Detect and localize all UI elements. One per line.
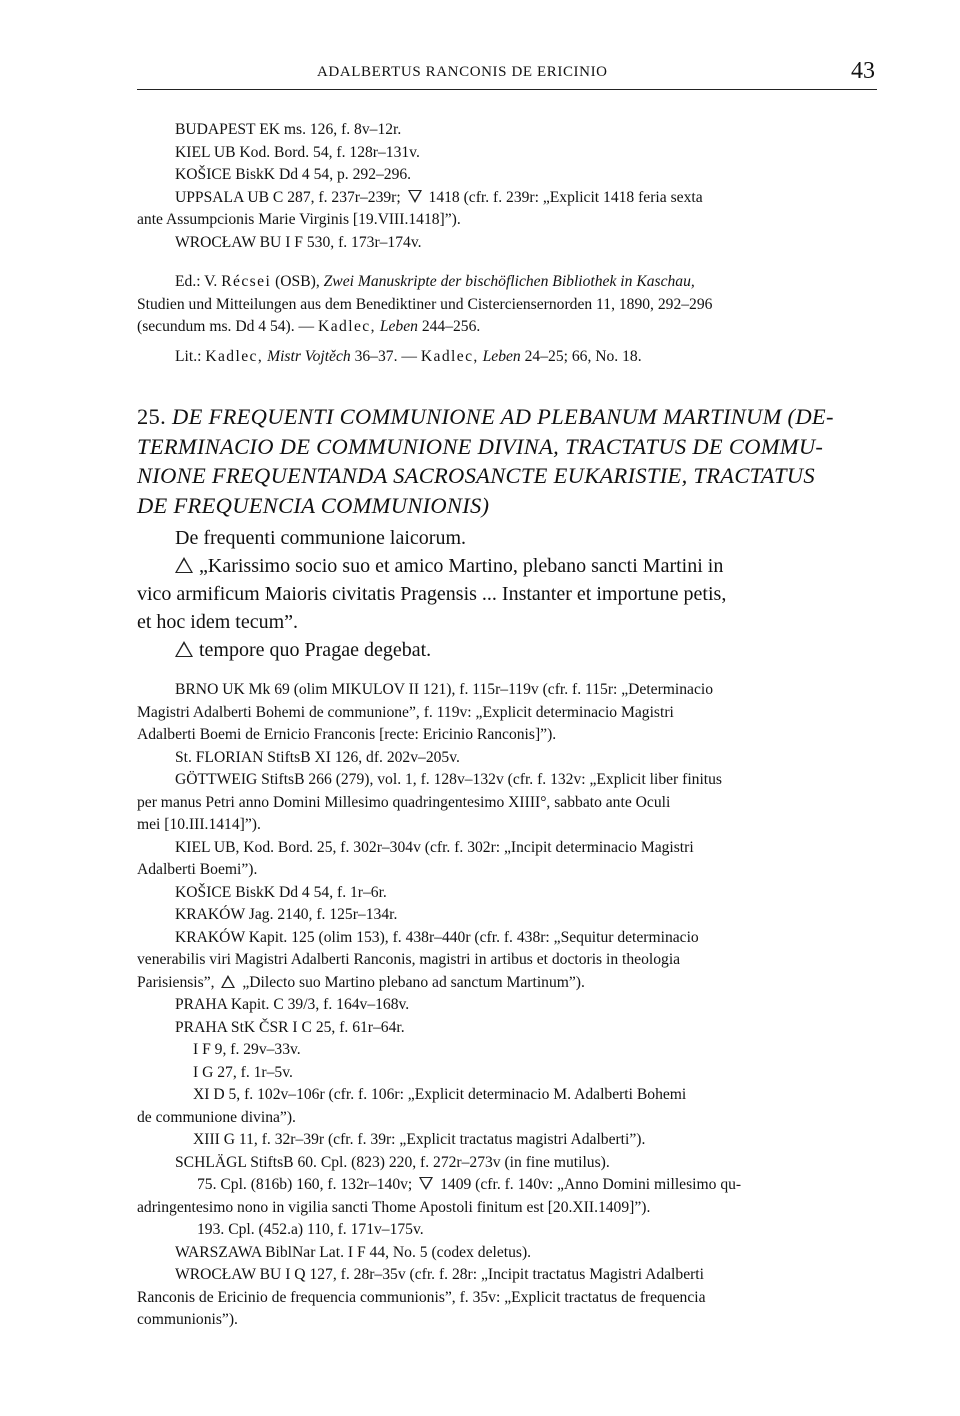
author-name: Récsei <box>221 273 272 290</box>
manuscript-entry-cont: ante Assumpcionis Marie Virginis [19.VIII.1418]”). <box>137 211 461 228</box>
incipit-text: vico armificum Maioris civitatis Pragensis ... Instanter et importune petis, <box>137 583 727 605</box>
manuscript-entry: BUDAPEST EK ms. 126, f. 8v–12r. <box>175 121 402 138</box>
explicit-text: tempore quo Pragae degebat. <box>199 639 432 661</box>
triangle-down-icon <box>419 1177 433 1190</box>
manuscript-entry: BRNO UK Mk 69 (olim MIKULOV II 121), f. 115r–119v (cfr. f. 115r: „Determinacio <box>175 681 714 698</box>
manuscript-entry: per manus Petri anno Domini Millesimo quadringentesimo XIIII°, sabbato ante Oculi <box>137 793 671 811</box>
manuscript-list <box>137 679 877 1332</box>
work-title-line: DE FREQUENCIA COMMUNIONIS) <box>137 492 490 518</box>
manuscript-entry: KOŠICE BiskK Dd 4 54, f. 1r–6r. <box>175 883 387 901</box>
manuscript-entry: XI D 5, f. 102v–106r (cfr. f. 106r: „Explicit determinacio M. Adalberti Bohemi <box>193 1086 687 1103</box>
literature-note: Lit.: Kadlec, Mistr Vojtěch 36–37. — Kadlec, Leben 24–25; 66, No. 18. <box>175 348 642 365</box>
incipit-text: et hoc idem tecum”. <box>137 611 299 633</box>
work-subtitle: De frequenti communione laicorum. <box>175 527 467 549</box>
manuscript-entry: Ranconis de Ericinio de frequencia communionis”, f. 35v: „Explicit tractatus de frequencia <box>137 1288 706 1306</box>
incipit-triangle-icon <box>175 557 193 573</box>
manuscript-entry: WROCŁAW BU I F 530, f. 173r–174v. <box>175 233 422 251</box>
manuscript-entry: PRAHA Kapit. C 39/3, f. 164v–168v. <box>175 996 410 1013</box>
incipit-block <box>137 524 877 664</box>
manuscript-entry: PRAHA StK ČSR I C 25, f. 61r–64r. <box>175 1018 405 1036</box>
manuscript-entry: Adalberti Boemi”). <box>137 861 258 878</box>
author-name: Kadlec, <box>318 318 376 335</box>
manuscript-entry: 75. Cpl. (816b) 160, f. 132r–140v; 1409 (cfr. f. 140v: „Anno Domini millesimo qu- <box>197 1176 742 1193</box>
page-number: 43 <box>851 58 875 84</box>
manuscript-entry: adringentesimo nono in vigilia sancti Thome Apostoli finitum est [20.XII.1409]”). <box>137 1198 651 1216</box>
work-heading <box>137 402 882 520</box>
work-title: Mistr Vojtěch <box>267 348 351 365</box>
manuscript-entry: de communione divina”). <box>137 1108 296 1126</box>
header-rule <box>137 89 877 90</box>
manuscript-entry: 193. Cpl. (452.a) 110, f. 171v–175v. <box>197 1221 424 1238</box>
author-name: Kadlec, <box>205 348 264 365</box>
work-title-line: NIONE FREQUENTANDA SACROSANCTE EUKARISTIE, TRACTATUS <box>137 463 815 488</box>
manuscript-entry: mei [10.III.1414]”). <box>137 816 261 833</box>
incipit-text: „Karissimo socio suo et amico Martino, plebano sancti Martini in <box>199 555 724 577</box>
manuscript-entry: venerabilis viri Magistri Adalberti Ranconis, magistri in artibus et doctoris in theologia <box>137 951 681 968</box>
manuscript-entry: KOŠICE BiskK Dd 4 54, p. 292–296. <box>175 166 412 183</box>
triangle-down-icon <box>408 190 422 203</box>
work-title: Leben <box>482 348 521 365</box>
manuscript-entry: I G 27, f. 1r–5v. <box>193 1063 293 1081</box>
running-header <box>137 58 877 92</box>
manuscript-entry: KIEL UB, Kod. Bord. 25, f. 302r–304v (cfr. f. 302r: „Incipit determinacio Magistri <box>175 838 694 856</box>
manuscript-entry: SCHLÄGL StiftsB 60. Cpl. (823) 220, f. 272r–273v (in fine mutilus). <box>175 1153 610 1171</box>
manuscript-entry: UPPSALA UB C 287, f. 237r–239r; 1418 (cfr. f. 239r: „Explicit 1418 feria sexta <box>175 188 703 206</box>
manuscript-entry: St. FLORIAN StiftsB XI 126, df. 202v–205v. <box>175 748 460 766</box>
manuscript-entry: communionis”). <box>137 1311 238 1328</box>
work-title-line: TERMINACIO DE COMMUNIONE DIVINA, TRACTATUS DE COMMU- <box>137 433 824 459</box>
explicit-triangle-icon <box>175 641 193 657</box>
manuscript-entry: KRAKÓW Jag. 2140, f. 125r–134r. <box>175 906 398 923</box>
manuscript-entry: KIEL UB Kod. Bord. 54, f. 128r–131v. <box>175 143 420 161</box>
author-name: Kadlec, <box>420 348 479 365</box>
manuscript-entry: I F 9, f. 29v–33v. <box>193 1041 301 1058</box>
manuscript-entry: Parisiensis”, „Dilecto suo Martino plebano ad sanctum Martinum”). <box>137 973 585 991</box>
running-title: ADALBERTUS RANCONIS DE ERICINIO <box>317 64 608 80</box>
manuscript-list-top <box>137 119 877 254</box>
work-title: Leben <box>379 318 418 335</box>
work-title: Zwei Manuskripte der bischöflichen Bibliothek in Kaschau, <box>323 273 695 290</box>
work-title-line: DE FREQUENTI COMMUNIONE AD PLEBANUM MARTINUM (DE- <box>172 404 834 429</box>
manuscript-entry: GÖTTWEIG StiftsB 266 (279), vol. 1, f. 128v–132v (cfr. f. 132v: „Explicit liber finitus <box>175 771 722 788</box>
manuscript-entry: WARSZAWA BiblNar Lat. I F 44, No. 5 (codex deletus). <box>175 1243 532 1261</box>
triangle-icon <box>221 975 235 988</box>
manuscript-entry: KRAKÓW Kapit. 125 (olim 153), f. 438r–440r (cfr. f. 438r: „Sequitur determinacio <box>175 928 699 946</box>
manuscript-entry: WROCŁAW BU I Q 127, f. 28r–35v (cfr. f. 28r: „Incipit tractatus Magistri Adalberti <box>175 1266 704 1283</box>
manuscript-entry: XIII G 11, f. 32r–39r (cfr. f. 39r: „Explicit tractatus magistri Adalberti”). <box>193 1131 646 1148</box>
work-number: 25. <box>137 404 167 429</box>
manuscript-entry: Adalberti Boemi de Ernicio Franconis [recte: Ericinio Ranconis]”). <box>137 726 557 743</box>
edition-note: Ed.: V. Récsei (OSB), Zwei Manuskripte der bischöflichen Bibliothek in Kaschau, Studien und Mitteilungen aus dem Benediktiner und Cisterciensernorden 11, 1890, 292–296 (secundum ms. Dd 4 54). — Kadlec, Leben 244–256. <box>137 273 713 335</box>
manuscript-entry: Magistri Adalberti Bohemi de communione”, f. 119v: „Explicit determinacio Magistri <box>137 703 674 721</box>
